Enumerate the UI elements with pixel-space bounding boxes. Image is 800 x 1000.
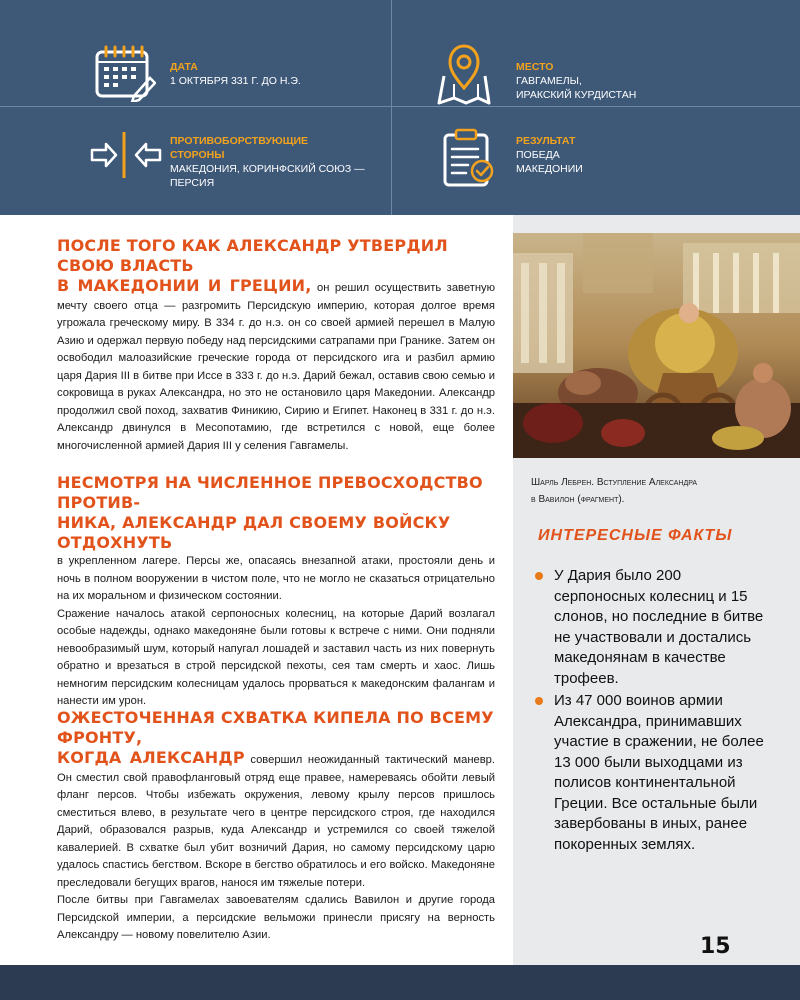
section-2-heading-line1: НЕСМОТРЯ НА ЧИСЛЕННОЕ ПРЕВОСХОДСТВО ПРОТИВ-: [57, 473, 483, 512]
fact-text: Из 47 000 воинов армии Александра, принимавших участие в сражении, не более 13 000 были выходцами из полисов континентальной Греции. Все остальные были завербованы в иных, ранее покоренных землях.: [554, 692, 764, 853]
sides-value-line2: ПЕРСИЯ: [170, 177, 215, 189]
place-block: [516, 60, 636, 102]
painting-image: [513, 233, 800, 458]
section-3-paragraph: [57, 748, 495, 892]
facts-list: [535, 566, 775, 857]
result-block: [516, 134, 583, 176]
section-3-heading-line2: КОГДА АЛЕКСАНДР: [57, 748, 245, 767]
section-3-paragraph-2: После битвы при Гавгамелах завоевателям сдались Вавилон и другие города Персидской империи, а персидские вельможи принесли присягу на верность Александру — новому повелителю Азии.: [57, 894, 495, 941]
section-2-heading-line2: НИКА, АЛЕКСАНДР ДАЛ СВОЕМУ ВОЙСКУ ОТДОХНУТЬ: [57, 513, 451, 552]
calendar-icon: [94, 44, 156, 102]
sides-value-line1: МАКЕДОНИЯ, КОРИНФСКИЙ СОЮЗ —: [170, 163, 365, 175]
opposing-arrows-icon: [88, 132, 168, 178]
section-2-paragraph-2: Сражение началось атакой серпоносных колесниц, на которые Дарий возлагал особые надежды, однако македоняне были готовы к встрече с ними. Они подняли невообразимый шум, который напугал лошадей и заставил часть из них повернуть обратно и врезаться в строй персидской пехоты, сея там смерть и хаос. Лишь немногим персидским колесницам удалось прорваться к македонским фалангам и нанести им урон.: [57, 607, 495, 707]
section-3-lead: совершил неожиданный тактический маневр. Он сместил свой правофланговый отряд еще правее, намереваясь обойти левый фланг персов. Чтобы избежать окружения, левому крылу персов пришлось сместиться влево, в результате чего в центре персидского строя, где находился Дарий, образовался разрыв, куда Александр и устремился со своей тяжелой кавалерией. В схватке был убит возничий Дария, но самому персидскому царю удалось спастись бегством. Вскоре в бегство обратилось и его войско. Македоняне преследовали бегущих врагов, нанося им тяжелые потери.: [57, 754, 495, 889]
place-value-line1: ГАВГАМЕЛЫ,: [516, 75, 582, 87]
place-label: МЕСТО: [516, 61, 554, 73]
fact-item: [535, 691, 775, 855]
caption-line2: в Вавилон (фрагмент).: [531, 494, 625, 505]
clipboard-check-icon: [442, 127, 496, 189]
section-1-lead: он решил осуществить заветную мечту своего отца — разгромить Персидскую империю, которая долгое время угрожала греческому миру. В 334 г. до н.э. он со своей армией перешел в Малую Азию и одержал первую победу над персидскими сатрапами при Гранике. Затем он освободил малоазийские греческие города от персидского ига и разбил армию царя Дария III в битве при Иссе в 333 г. до н.э. Дарий бежал, оставив свою семью и сокровища в руках Александра, но это не остановило царя Македонии. Александр продолжил свой поход, захватив Финикию, Сирию и Египет. Наконец в 331 г. до н.э. Александр двинулся в Месопотамию, где встретился с новой, еще более многочисленной армией Дария III у селения Гавгамелы.: [57, 282, 495, 452]
header-divider-vertical: [391, 0, 392, 215]
section-2-lead: в укрепленном лагере. Персы же, опасаясь внезапной атаки, простояли день и ночь в полном вооружении в чистом поле, что не могло не сказаться отрицательно на их моральном и физическом состоянии.: [57, 555, 495, 602]
result-label: РЕЗУЛЬТАТ: [516, 135, 576, 147]
section-2: [57, 473, 495, 711]
date-block: [170, 60, 301, 88]
painting-caption: [531, 474, 781, 508]
sides-label-line1: ПРОТИВОБОРСТВУЮЩИЕ: [170, 135, 309, 147]
map-pin-icon: [436, 40, 492, 106]
result-value-line1: ПОБЕДА: [516, 149, 560, 161]
section-1-paragraph: [57, 276, 495, 455]
footer-bar: [0, 965, 800, 1000]
page-number: 15: [700, 934, 731, 959]
result-value-line2: МАКЕДОНИИ: [516, 163, 583, 175]
fact-text: У Дария было 200 серпоносных колесниц и 15 слонов, но последние в битве не участвовали и достались македонянам в качестве трофеев.: [554, 567, 764, 687]
bullet-icon: [535, 572, 543, 580]
sides-block: [170, 134, 365, 190]
info-header: [0, 0, 800, 215]
caption-line1: Шарль Лебрен. Вступление Александра: [531, 477, 698, 488]
header-divider-horizontal: [0, 106, 800, 107]
date-value: 1 ОКТЯБРЯ 331 Г. ДО Н.Э.: [170, 75, 301, 87]
section-3-heading-line1: ОЖЕСТОЧЕННАЯ СХВАТКА КИПЕЛА ПО ВСЕМУ ФРОНТУ,: [57, 708, 494, 747]
fact-item: [535, 566, 775, 689]
section-1-heading-line2: В МАКЕДОНИИ И ГРЕЦИИ,: [57, 276, 312, 295]
facts-title: ИНТЕРЕСНЫЕ ФАКТЫ: [538, 527, 733, 544]
date-label: ДАТА: [170, 61, 198, 73]
bullet-icon: [535, 697, 543, 705]
section-3: [57, 708, 495, 945]
sides-label-line2: СТОРОНЫ: [170, 149, 225, 161]
section-1: [57, 236, 495, 455]
section-1-heading-line1: ПОСЛЕ ТОГО КАК АЛЕКСАНДР УТВЕРДИЛ СВОЮ ВЛАСТЬ: [57, 236, 448, 275]
place-value-line2: ИРАКСКИЙ КУРДИСТАН: [516, 89, 637, 101]
